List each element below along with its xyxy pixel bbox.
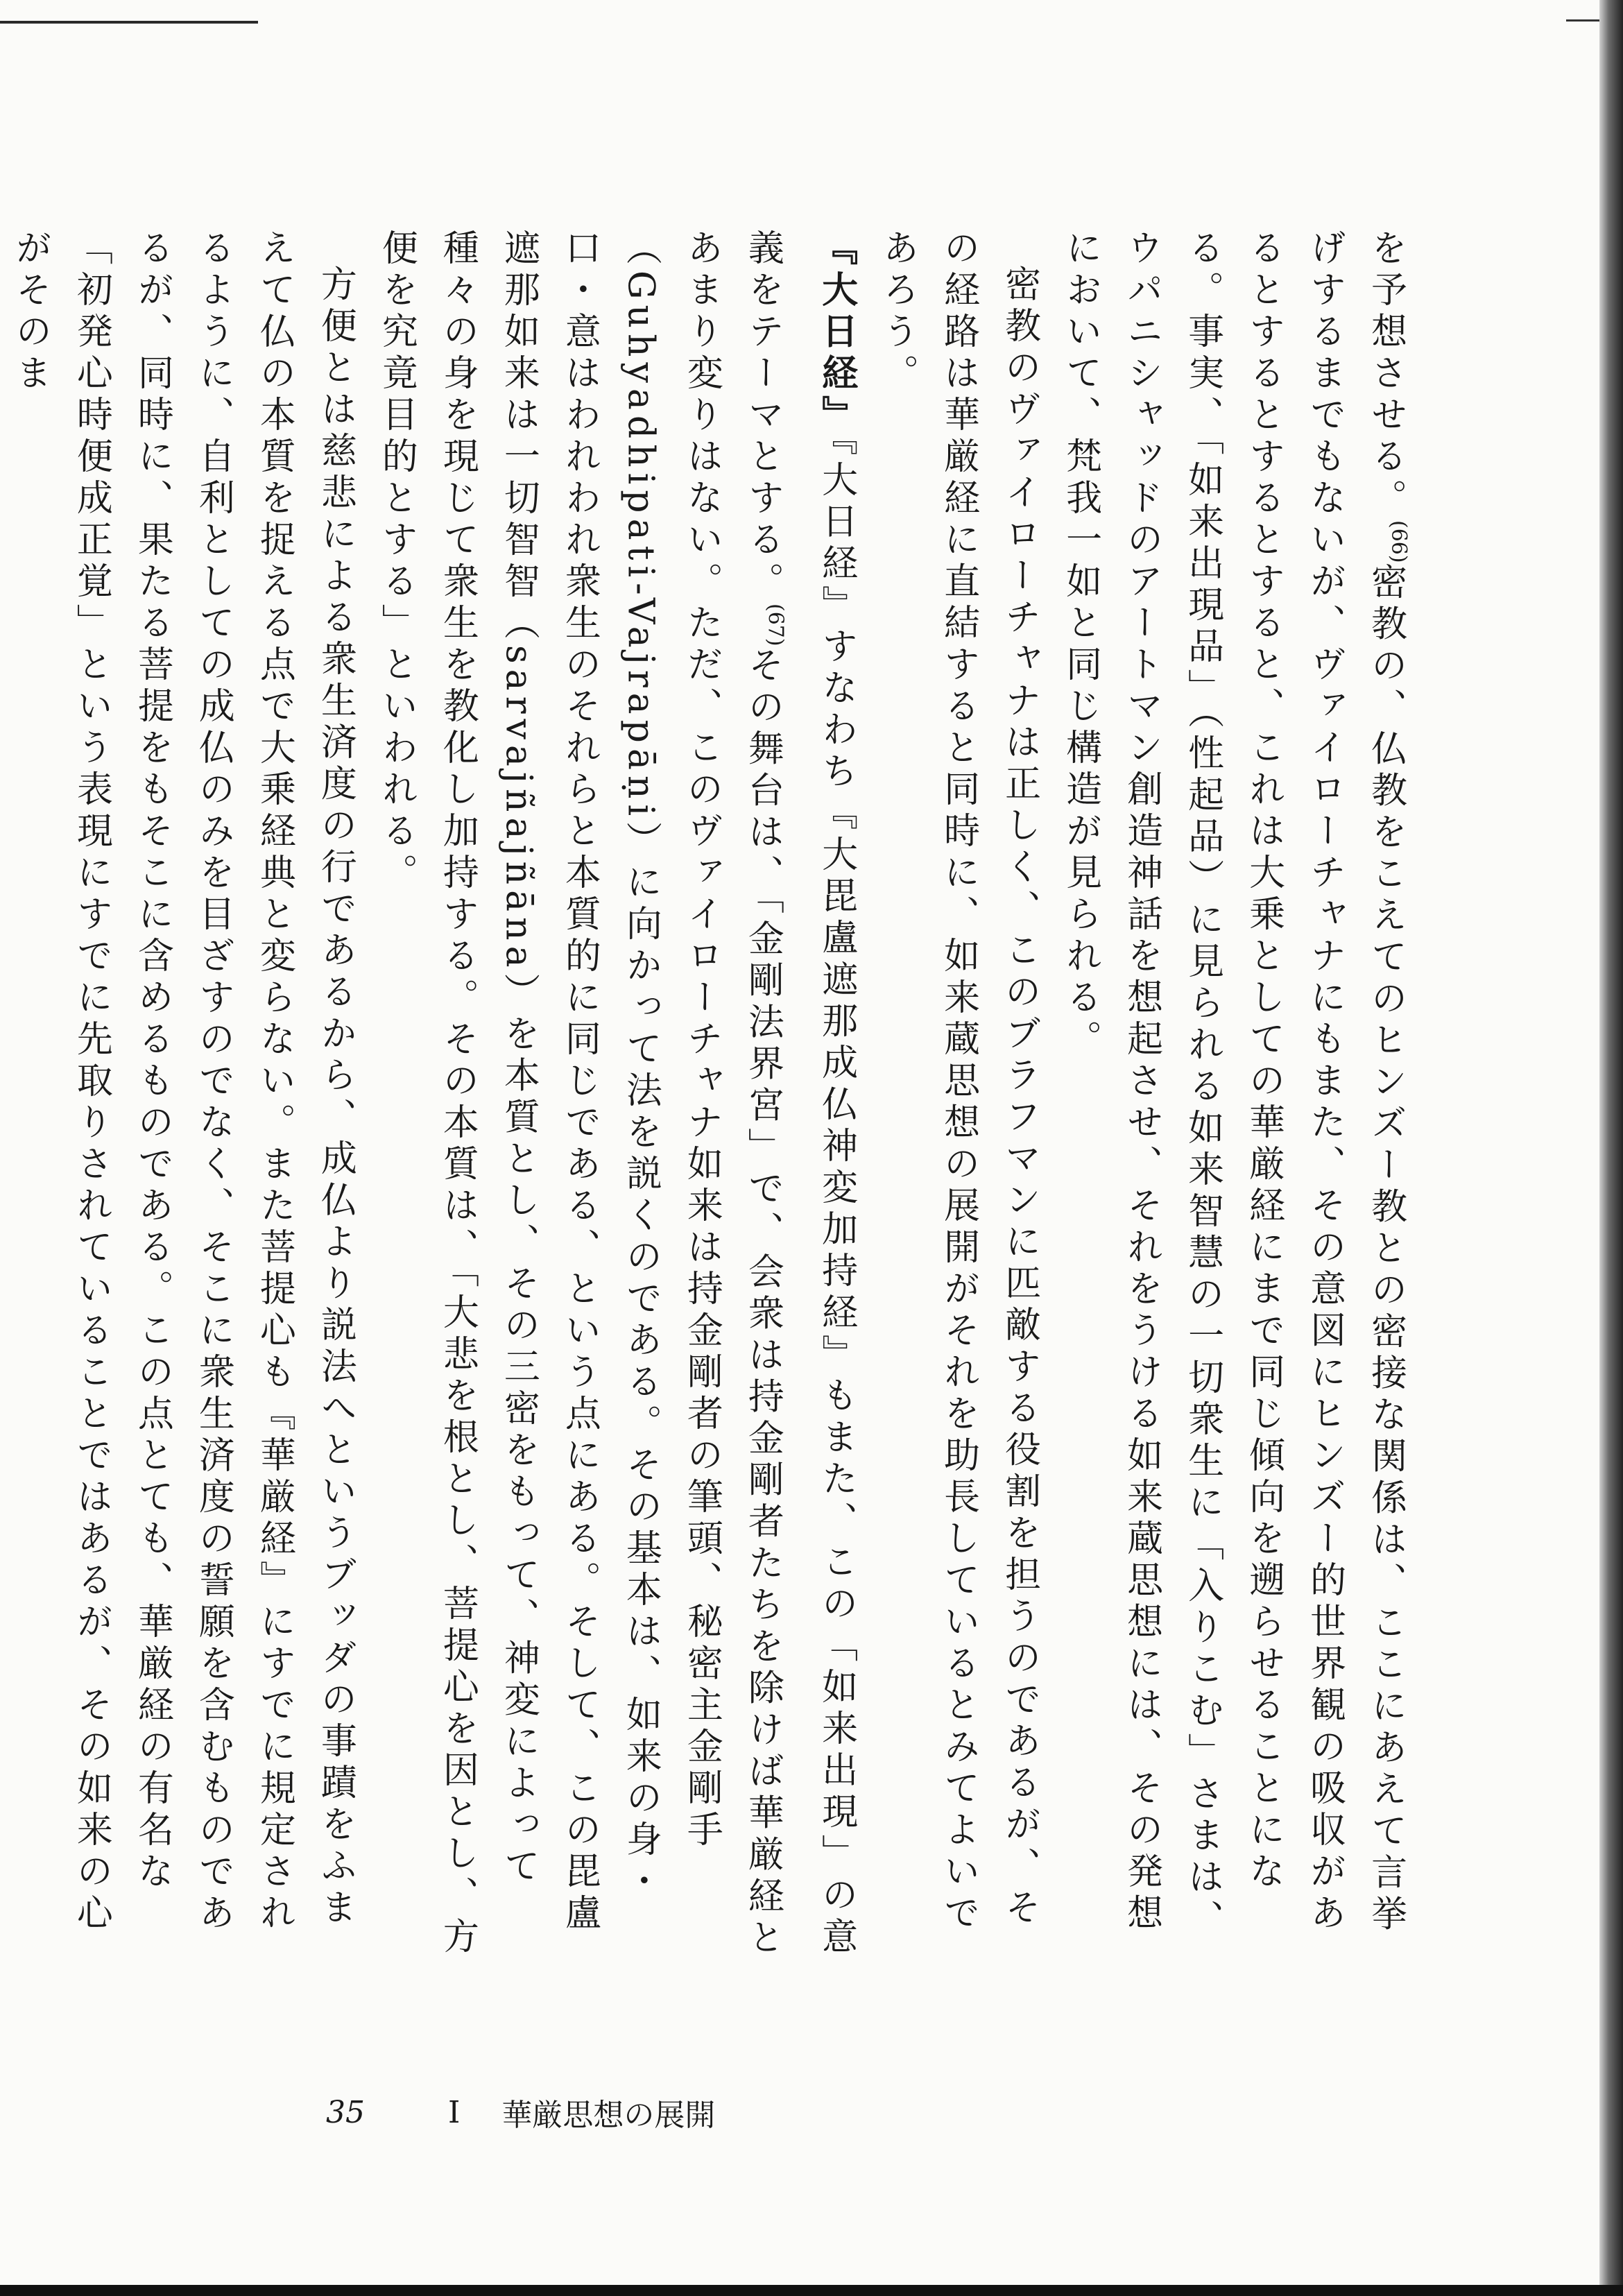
scan-bottom-edge [0,2285,1623,2296]
paragraph-1-text: を予想させる。 [1364,229,1407,520]
running-head-title: 華厳思想の展開 [501,2098,716,2133]
part-number: I [448,2094,461,2130]
paragraph-1-text-cont: 密教の、仏教をこえてのヒンズー教との密接な関係は、ここにあえて言挙げするまでもないが、ヴァイローチャナにもまた、その意図にヒンズー的世界観の吸収があるとするとするとすると、これは大乗としての華厳経にまで同じ傾向を遡らせることになる。事実、「如来出現品」（性起品）に見られる如来智慧の一切衆生に「入りこむ」さまは、ウパニシャッドのアートマン創造神話を想起させ、それをうける如来蔵思想には、その発想において、梵我一如と同じ構造が見られる。 [1059,229,1407,1941]
page-footer [326,2091,715,2133]
scan-right-edge [1599,0,1623,2296]
paragraph-3-text-cont: その舞台は、「金剛法界宮」で、会衆は持金剛者たちを除けば華厳経とあまり変りはない。ただ、このヴァイローチャナ如来は持金剛者の筆頭、秘密主金剛手（Guhyadhipati-Vajrapāṇi）に向かって法を説くのである。その基本は、如来の身・口・意はわれわれ衆生のそれらと本質的に同じである、という点にある。そして、この毘盧遮那如来は一切智智（sarvajñajñāna）を本質とし、その三密をもって、神変によって種々の身を現じて衆生を教化し加持する。その本質は、「大悲を根とし、菩提心を因とし、方便を究竟目的とする」といわれる。 [375,229,784,1960]
page-number: 35 [326,2094,365,2130]
paragraph-4 [0,229,366,1963]
page-corner-mark [1566,19,1603,42]
top-rule [0,21,258,24]
paragraph-3 [366,229,866,1963]
note-ref-66: (66) [1386,520,1411,563]
paragraph-3-text: 『大日経』すなわち『大毘盧遮那成仏神変加持経』もまた、この「如来出現」の意義をテーマとする。 [741,229,857,1959]
note-ref-67: (67) [763,603,788,646]
paragraph-4-text: 方便とは慈悲による衆生済度の行であるから、成仏より説法へというブッダの事蹟をふまえて仏の本質を捉える点で大乗経典と変らない。また菩提心も『華厳経』にすでに規定されるように、自利としての成仏のみを目ざすのでなく、そこに衆生済度の誓願を含むものであるが、同時に、果たる菩提をもそこに含めるものである。この点とても、華厳経の有名な「初発心時便成正覚」という表現にすでに先取りされていることではあるが、その如来の心がそのま [9,229,357,1935]
paragraph-1 [1050,229,1429,1963]
section-heading: 『大日経』 [815,229,857,437]
body-text [9,229,1429,1963]
paragraph-2 [867,229,1050,1963]
paragraph-2-text: 密教のヴァイローチャナは正しく、このブラフマンに匹敵する役割を担うのであるが、その経路は華厳経に直結すると同時に、如来蔵思想の展開がそれを助長しているとみてよいであろう。 [876,229,1040,1935]
